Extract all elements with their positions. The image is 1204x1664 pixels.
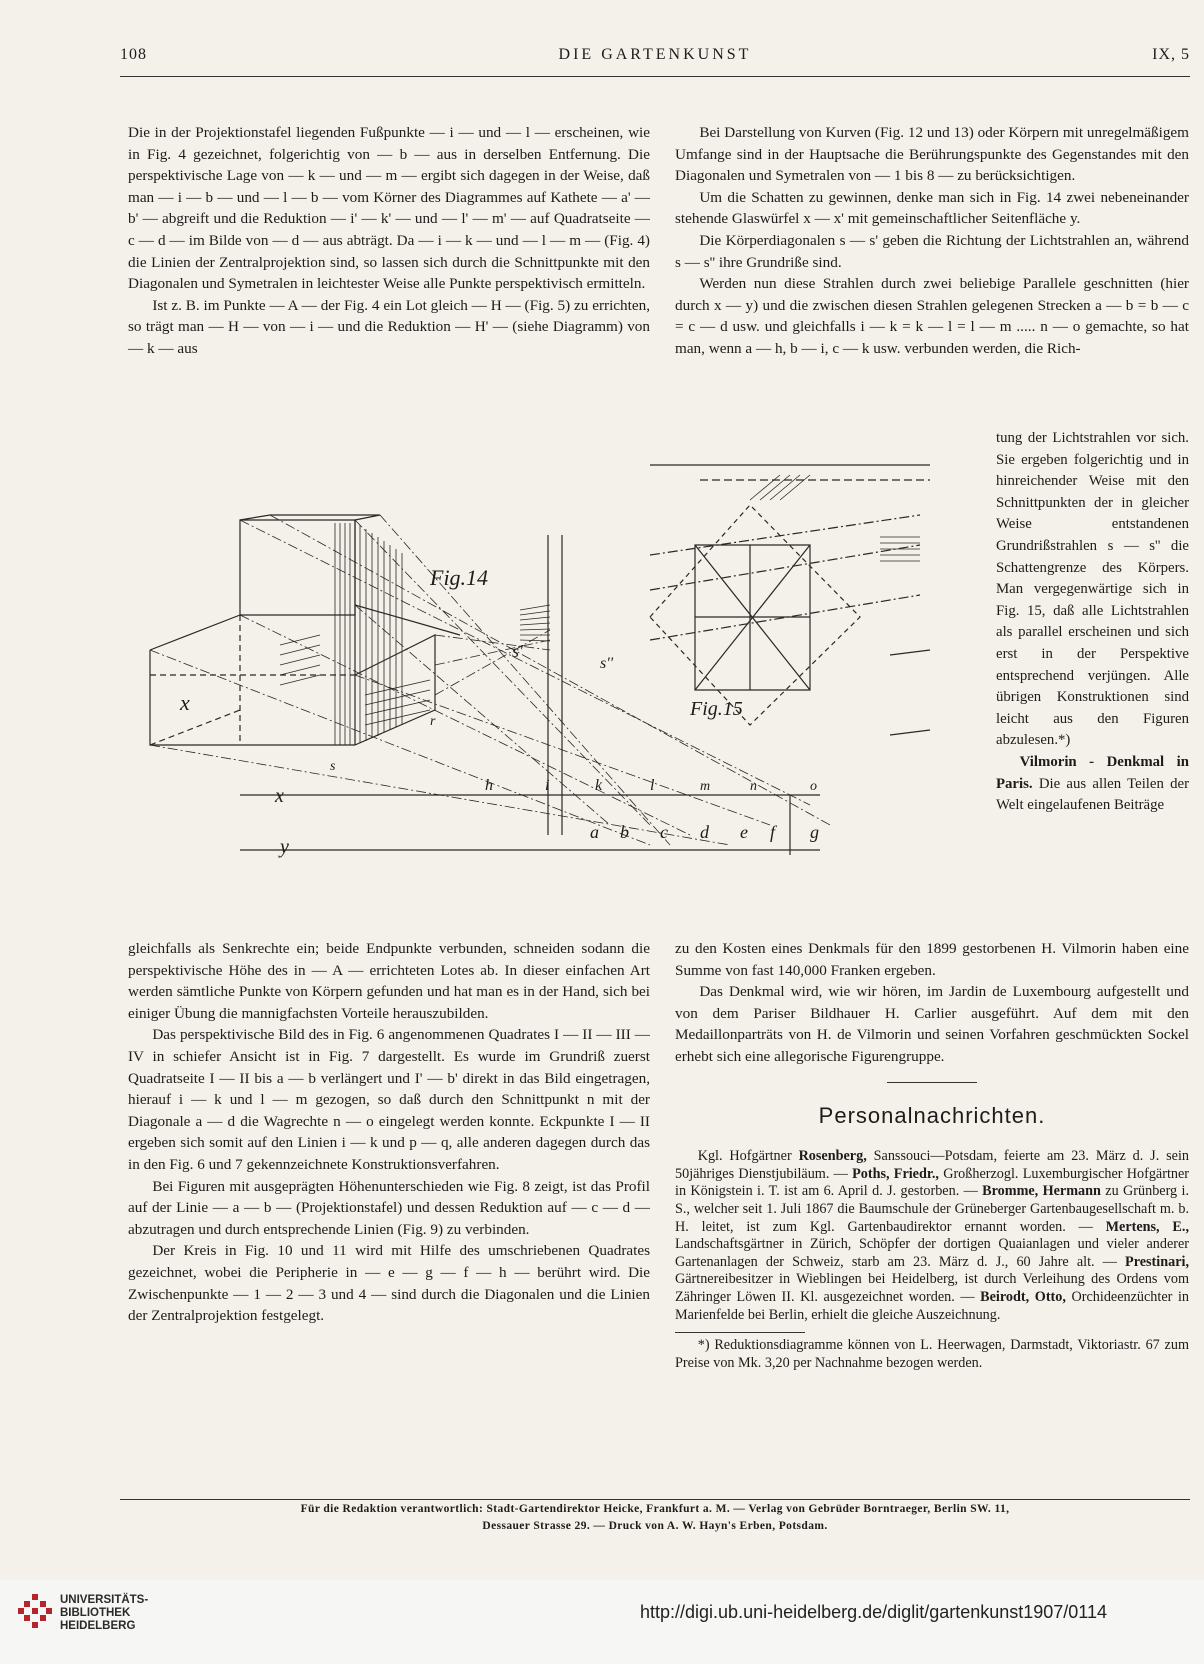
figure-drawing xyxy=(130,425,990,915)
footnote-text: *) Reduktionsdiagramme können von L. Heerwagen, Darmstadt, Viktoriastr. 67 zum Preise von Mk. 3,20 per Nachnahme bezogen werden. xyxy=(675,1337,1189,1371)
paragraph: Die Körperdiagonalen s — s' geben die Richtung der Lichtstrahlen an, während s — s'' ihre Grundriße sind. xyxy=(675,231,1189,271)
label-i: i xyxy=(545,777,550,794)
page-number: 108 xyxy=(120,46,147,63)
fig14-label: Fig.14 xyxy=(430,565,489,590)
source-url-link[interactable]: http://digi.ub.uni-heidelberg.de/diglit/gartenkunst1907/0114 xyxy=(640,1602,1108,1622)
news-start: Die aus allen Teilen der Welt eingelaufenen Beiträge xyxy=(996,775,1190,814)
running-header xyxy=(120,46,1190,70)
footnote-rule xyxy=(675,1332,805,1333)
personal-news xyxy=(675,1148,1189,1324)
personal-text: Sanssouci—Potsdam, feierte am 23. März d. J. sein 50jähriges Dienstjubiläum. — xyxy=(675,1148,1189,1182)
label-y-axis: y xyxy=(280,836,289,858)
top-left-column xyxy=(128,122,650,360)
label-e: e xyxy=(740,822,748,842)
section-separator xyxy=(887,1082,977,1083)
label-c: c xyxy=(660,822,668,842)
paragraph: Der Kreis in Fig. 10 und 11 wird mit Hilfe des umschriebenen Quadrates gezeichnet, wobei die Peripherie in — e — g — f — h — berührt wird. Die Zwischenpunkte — 1 — 2 — 3 und 4 — sind durch die Diagonalen und die Linien der Zentralprojektion festgelegt. xyxy=(128,1242,650,1325)
label-h: h xyxy=(485,777,493,794)
bottom-right-column xyxy=(675,938,1189,1372)
personal-paragraph xyxy=(675,1148,1189,1324)
personal-text: Orchideenzüchter in Marienfelde bei Berlin, erhielt die gleiche Auszeichnung. xyxy=(675,1288,1189,1323)
library-name-line: UNIVERSITÄTS- xyxy=(60,1594,149,1606)
issue-number: IX, 5 xyxy=(1152,46,1190,63)
label-f: f xyxy=(770,822,776,842)
label-x: x xyxy=(180,690,190,715)
person-name: Mertens, E., xyxy=(1105,1218,1189,1235)
paragraph: gleichfalls als Senkrechte ein; beide Endpunkte verbunden, schneiden sodann die perspektivische Höhe des in — A — errichteten Lotes ab. In dieser einfachen Art werden sämtliche Punkte von Körpern gefunden und hat man es in der Hand, sich bei einiger Übung die mannigfachsten Vorteile herauszubilden. xyxy=(128,940,650,1022)
fig15-label: Fig.15 xyxy=(690,698,743,720)
person-name: Beirodt, Otto, xyxy=(980,1288,1066,1305)
perspective-figure xyxy=(130,425,990,915)
journal-title: DIE GARTENKUNST xyxy=(558,46,752,63)
label-g: g xyxy=(810,822,819,842)
person-name: Prestinari, xyxy=(1125,1253,1189,1270)
paragraph: Bei Figuren mit ausgeprägten Höhenunterschieden wie Fig. 8 zeigt, ist das Profil auf der Linie — a — b — (Projektionstafel) und dessen Reduktion auf — c — d — abzutragen und durch entsprechende Linien (Fig. 9) zu verbinden. xyxy=(128,1177,650,1238)
label-l: l xyxy=(650,777,655,794)
personal-text: Landschaftsgärtner in Zürich, Schöpfer der dortigen Quaianlagen und vieler anderer Gartenanlagen der Schweiz, starb am 23. März d. J., 60 Jahre alt. — xyxy=(675,1236,1189,1270)
library-logo-icon xyxy=(16,1592,54,1630)
header-rule xyxy=(120,76,1190,77)
section-heading: Personalnachrichten. xyxy=(818,1102,1046,1128)
paragraph: Ist z. B. im Punkte — A — der Fig. 4 ein Lot gleich — H — (Fig. 5) zu errichten, so trägt man — H — von — i — und die Reduktion — H' — (siehe Diagramm) von — k — aus xyxy=(128,296,650,357)
person-name: Poths, Friedr., xyxy=(852,1165,939,1182)
person-name: Rosenberg, xyxy=(798,1148,867,1165)
paragraph: Um die Schatten zu gewinnen, denke man sich in Fig. 14 zwei nebeneinander stehende Glaswürfel x — x' mit gemeinschaftlicher Seitenfläche y. xyxy=(675,188,1189,228)
top-right-column xyxy=(675,122,1189,360)
label-n: n xyxy=(750,779,757,794)
imprint-line-1: Für die Redaktion verantwortlich: Stadt-Gartendirektor Heicke, Frankfurt a. M. — Verlag von Gebrüder Borntraeger, Berlin SW. 11, xyxy=(300,1503,1010,1515)
paragraph: tung der Lichtstrahlen vor sich. Sie ergeben folgerichtig und in hinreichender Weise mit den Schnittpunkten der in gleicher Weise entstandenen Grundrißstrahlen s — s'' die Schattengrenze des Körpers. Man vergegenwärtige sich in Fig. 15, daß alle Lichtstrahlen als parallel erscheinen und sich erst in der Perspektive entsprechend verjüngen. Alle übrigen Konstruktionen sind leicht aus den Figuren abzulesen.*) xyxy=(996,430,1189,749)
imprint-line-2: Dessauer Strasse 29. — Druck von A. W. Hayn's Erben, Potsdam. xyxy=(482,1520,828,1532)
news-title: Vilmorin - Denkmal in Paris. xyxy=(996,753,1189,792)
paragraph: Die in der Projektionstafel liegenden Fußpunkte — i — und — l — erscheinen, wie in Fig. 4 gezeichnet, folgerichtig von — b — aus in derselben Entfernung. Die perspektivische Lage von — k — und — m — ergibt sich dagegen in der Weise, daß man — i — b — und — l — b — vom Körner des Diagrammes auf Kathete — a' — b' — abgreift und die Reduktion — i' — k' — und — l' — m' — auf Quadratseite — c — d — im Bilde von — d — aus abträgt. Da — i — k — und — l — m — (Fig. 4) die Linien der Zentralprojektion sind, so lassen sich durch die Schnittpunkte mit den Diagonalen und Symetralen in leichtester Weise alle Punkte perspektivisch ermitteln. xyxy=(128,124,650,293)
label-r: r xyxy=(430,714,436,729)
paragraph: Das Denkmal wird, wie wir hören, im Jardin de Luxembourg aufgestellt und von dem Pariser Bildhauer H. Carlier ausgeführt. Auf dem mit den Medaillonparträts von H. de Vilmorin und seinen Vorfahren geschmückten Sockel erhebt sich eine allegorische Figurengruppe. xyxy=(675,983,1189,1065)
person-name: Bromme, Hermann xyxy=(982,1183,1101,1200)
personal-text: zu Grünberg i. S., welcher seit 1. Juli 1867 die Baumschule der Grüneberger Gartenbaugesellschaft m. b. H. leitet, ist zum Kgl. Gartenbaudirektor ernannt worden. — xyxy=(675,1183,1189,1235)
label-k: k xyxy=(595,777,603,794)
label-d: d xyxy=(700,822,709,842)
personal-text: Kgl. Hofgärtner xyxy=(697,1148,799,1165)
bottom-left-column xyxy=(128,938,650,1327)
paragraph: Bei Darstellung von Kurven (Fig. 12 und 13) oder Körpern mit unregelmäßigem Umfange sind in der Hauptsache die Berührungspunkte des Gegenstandes mit den Diagonalen und Symetralen von — 1 bis 8 — zu berücksichtigen. xyxy=(675,124,1189,185)
label-s: s xyxy=(330,759,336,774)
label-o: o xyxy=(810,779,817,794)
paragraph: Das perspektivische Bild des in Fig. 6 angenommenen Quadrates I — II — III — IV in schiefer Ansicht ist in Fig. 7 dargestellt. Es wurde im Grundriß zuerst Quadratseite I — II bis a — b verlängert und I' — b' direkt in das Bild eingetragen, hierauf i — k und l — m gezogen, so daß durch den Schnittpunkt n mit der Diagonale a — d die Wagrechte n — o eingelegt werden konnte. Eckpunkte I — II ergeben sich somit auf den Linien i — k und p — q, alle anderen dagegen durch das in den Fig. 6 und 7 gekennzeichnete Konstruktionsverfahren. xyxy=(128,1026,650,1173)
personal-text: Großherzogl. Luxemburgischer Hofgärtner in Königstein i. T. ist am 6. April d. J. gestorben. — xyxy=(675,1165,1189,1200)
library-name-line: HEIDELBERG xyxy=(60,1620,136,1632)
footnote xyxy=(675,1337,1189,1372)
label-s-double-prime: s'' xyxy=(600,655,614,672)
label-b: b xyxy=(620,822,629,842)
label-s-prime: s' xyxy=(512,641,523,661)
library-name xyxy=(60,1594,148,1633)
side-column xyxy=(996,428,1189,817)
imprint-rule xyxy=(120,1499,1190,1500)
personal-text: Gärtnereibesitzer in Wieblingen bei Heidelberg, ist durch Verleihung des Ordens vom Zähringer Löwen II. Kl. ausgezeichnet worden. — xyxy=(675,1271,1189,1305)
paragraph: zu den Kosten eines Denkmals für den 1899 gestorbenen H. Vilmorin haben eine Summe von fast 140,000 Franken ergeben. xyxy=(675,940,1189,979)
library-name-line: BIBLIOTHEK xyxy=(60,1607,131,1619)
paragraph: Werden nun diese Strahlen durch zwei beliebige Parallele geschnitten (hier durch x — y) und die zwischen diesen Strahlen gelegenen Strecken a — b = b — c = c — d usw. und gleichfalls i — k = k — l = l — m ..... n — o gemachte, so hat man, wenn a — h, b — i, c — k usw. verbunden werden, die Rich- xyxy=(675,275,1189,357)
label-a: a xyxy=(590,822,599,842)
news-paragraph xyxy=(996,752,1189,817)
label-x-axis: x xyxy=(275,785,284,807)
label-m: m xyxy=(700,779,711,794)
